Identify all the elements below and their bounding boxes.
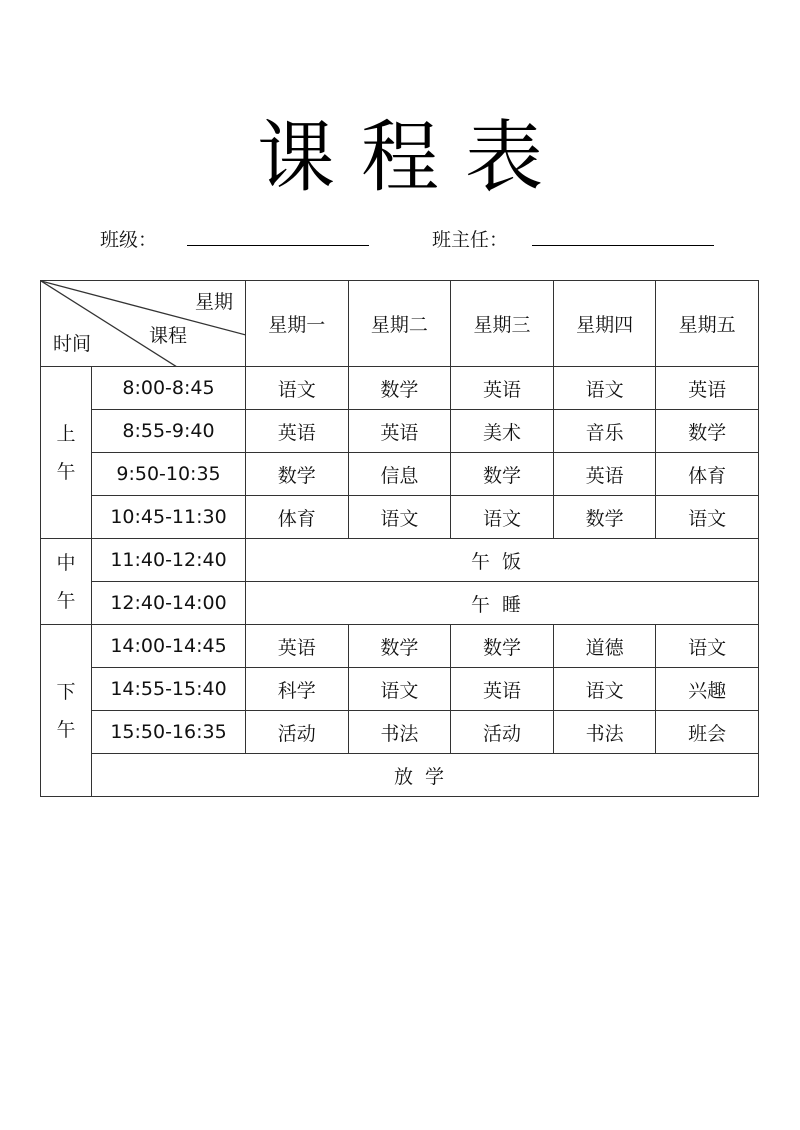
period-noon: 中 午 bbox=[41, 539, 92, 625]
nap-cell: 午睡 bbox=[246, 582, 759, 625]
teacher-label: 班主任： bbox=[432, 229, 509, 251]
day-header: 星期一 bbox=[246, 281, 349, 367]
time-cell: 12:40-14:00 bbox=[92, 582, 246, 625]
schedule-table bbox=[40, 280, 759, 797]
table-row bbox=[41, 496, 759, 539]
course-cell: 语文 bbox=[553, 367, 656, 410]
course-cell: 英语 bbox=[451, 668, 554, 711]
course-cell: 英语 bbox=[553, 453, 656, 496]
course-cell: 数学 bbox=[451, 453, 554, 496]
table-row bbox=[41, 539, 759, 582]
course-cell: 数学 bbox=[348, 625, 451, 668]
course-cell: 英语 bbox=[451, 367, 554, 410]
time-cell: 14:55-15:40 bbox=[92, 668, 246, 711]
course-cell: 活动 bbox=[451, 711, 554, 754]
table-row bbox=[41, 711, 759, 754]
table-row bbox=[41, 582, 759, 625]
time-cell: 11:40-12:40 bbox=[92, 539, 246, 582]
table-row bbox=[41, 625, 759, 668]
course-cell: 信息 bbox=[348, 453, 451, 496]
table-row bbox=[41, 453, 759, 496]
time-cell: 8:00-8:45 bbox=[92, 367, 246, 410]
course-cell: 数学 bbox=[246, 453, 349, 496]
course-cell: 体育 bbox=[246, 496, 349, 539]
corner-label-course: 课程 bbox=[149, 325, 188, 347]
table-row bbox=[41, 754, 759, 797]
time-cell: 9:50-10:35 bbox=[92, 453, 246, 496]
course-cell: 科学 bbox=[246, 668, 349, 711]
teacher-field bbox=[432, 225, 714, 254]
course-cell: 活动 bbox=[246, 711, 349, 754]
diagonal-corner-cell bbox=[41, 281, 246, 367]
course-cell: 书法 bbox=[553, 711, 656, 754]
course-cell: 音乐 bbox=[553, 410, 656, 453]
course-cell: 语文 bbox=[348, 496, 451, 539]
table-row bbox=[41, 668, 759, 711]
time-cell: 14:00-14:45 bbox=[92, 625, 246, 668]
course-cell: 语文 bbox=[553, 668, 656, 711]
course-cell: 语文 bbox=[656, 625, 759, 668]
course-cell: 体育 bbox=[656, 453, 759, 496]
course-cell: 语文 bbox=[451, 496, 554, 539]
course-cell: 数学 bbox=[553, 496, 656, 539]
class-blank-line bbox=[187, 225, 369, 246]
course-cell: 班会 bbox=[656, 711, 759, 754]
table-row bbox=[41, 410, 759, 453]
period-afternoon: 下 午 bbox=[41, 625, 92, 797]
course-cell: 英语 bbox=[246, 625, 349, 668]
corner-label-time: 时间 bbox=[53, 333, 92, 355]
course-cell: 英语 bbox=[246, 410, 349, 453]
day-header: 星期二 bbox=[348, 281, 451, 367]
day-header: 星期三 bbox=[451, 281, 554, 367]
class-label: 班级： bbox=[100, 229, 158, 251]
dismissal-cell: 放学 bbox=[92, 754, 759, 797]
course-cell: 兴趣 bbox=[656, 668, 759, 711]
class-field bbox=[100, 225, 369, 254]
course-cell: 语文 bbox=[656, 496, 759, 539]
course-cell: 英语 bbox=[656, 367, 759, 410]
course-cell: 数学 bbox=[348, 367, 451, 410]
course-cell: 英语 bbox=[348, 410, 451, 453]
period-morning: 上 午 bbox=[41, 367, 92, 539]
course-cell: 语文 bbox=[246, 367, 349, 410]
course-cell: 美术 bbox=[451, 410, 554, 453]
course-cell: 语文 bbox=[348, 668, 451, 711]
time-cell: 15:50-16:35 bbox=[92, 711, 246, 754]
time-cell: 10:45-11:30 bbox=[92, 496, 246, 539]
lunch-cell: 午饭 bbox=[246, 539, 759, 582]
course-cell: 道德 bbox=[553, 625, 656, 668]
day-header: 星期五 bbox=[656, 281, 759, 367]
table-row bbox=[41, 367, 759, 410]
teacher-blank-line bbox=[532, 225, 714, 246]
time-cell: 8:55-9:40 bbox=[92, 410, 246, 453]
page-title: 课程表 bbox=[256, 113, 569, 203]
corner-label-day: 星期 bbox=[194, 291, 233, 313]
course-cell: 数学 bbox=[656, 410, 759, 453]
day-header: 星期四 bbox=[553, 281, 656, 367]
course-cell: 书法 bbox=[348, 711, 451, 754]
course-cell: 数学 bbox=[451, 625, 554, 668]
header-row bbox=[41, 281, 759, 367]
